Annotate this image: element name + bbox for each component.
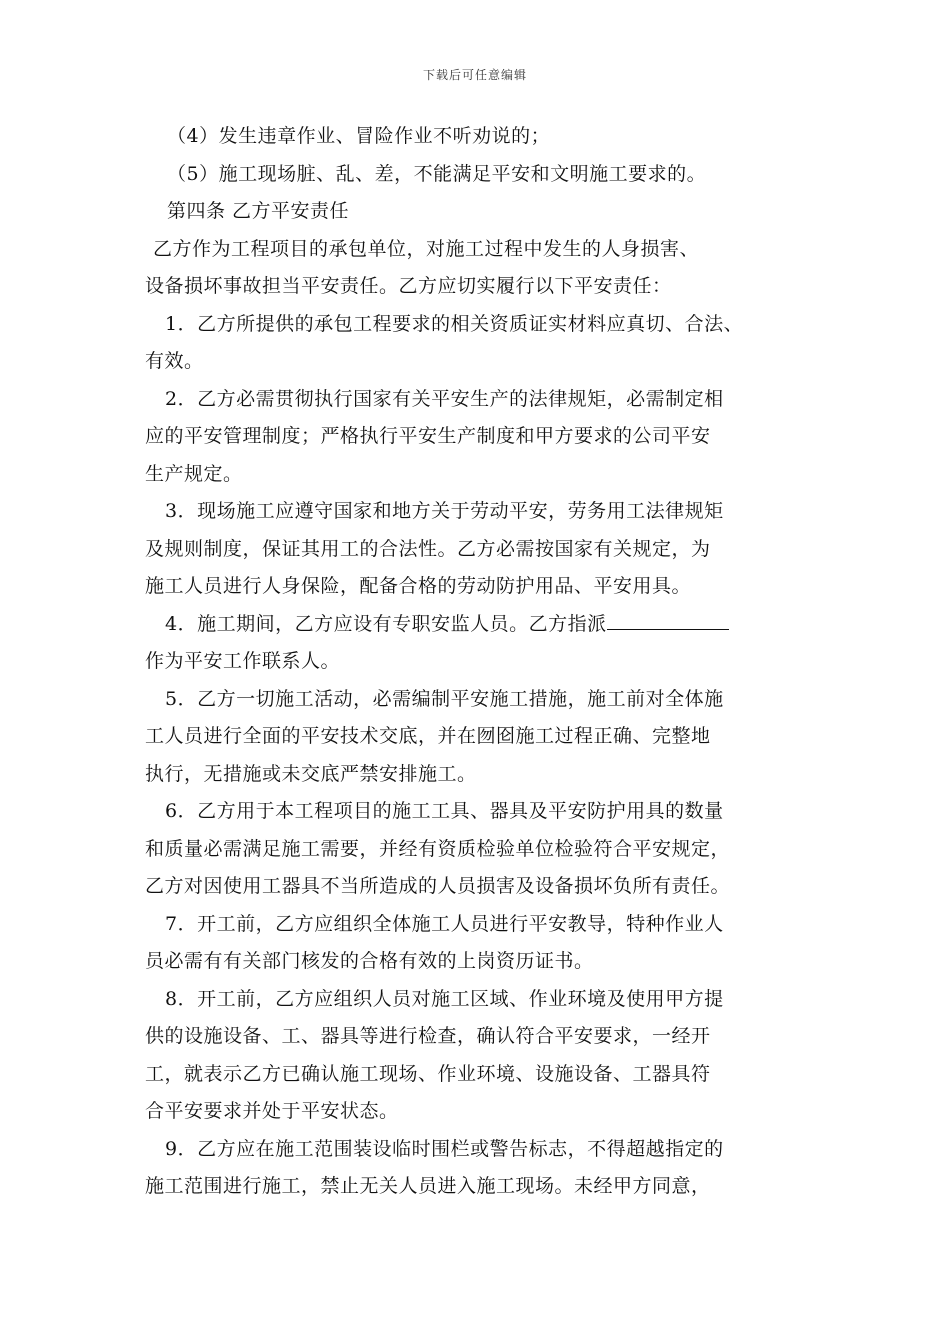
- clause-item-4: （4）发生违章作业、冒险作业不听劝说的；: [167, 125, 551, 147]
- item-9-line-1: 9．乙方应在施工范围装设临时围栏或警告标志，不得超越指定的: [165, 1137, 724, 1160]
- item-8-line-4: 合平安要求并处于平安状态。: [145, 1100, 399, 1122]
- item-3-line-2: 及规则制度，保证其用工的合法性。乙方必需按国家有关规定，为: [145, 537, 711, 560]
- item-4-text: 4．施工期间，乙方应设有专职安监人员。乙方指派: [165, 612, 607, 635]
- item-3-line-1: 3．现场施工应遵守国家和地方关于劳动平安，劳务用工法律规矩: [165, 500, 724, 522]
- item-2-line-2: 应的平安管理制度；严格执行平安生产制度和甲方要求的公司平安: [145, 425, 711, 447]
- item-9-line-2: 施工范围进行施工，禁止无关人员进入施工现场。未经甲方同意，: [145, 1175, 711, 1197]
- item-5-line-3: 执行，无措施或未交底严禁安排施工。: [145, 762, 477, 785]
- item-5-line-1: 5．乙方一切施工活动，必需编制平安施工措施，施工前对全体施: [165, 687, 724, 710]
- item-2-line-3: 生产规定。: [145, 462, 243, 485]
- item-6-line-2: 和质量必需满足施工需要，并经有资质检验单位检验符合平安规定，: [145, 837, 731, 860]
- article-intro-line-2: 设备损坏事故担当平安责任。乙方应切实履行以下平安责任：: [145, 275, 672, 297]
- item-4-line-2: 作为平安工作联系人。: [145, 650, 341, 672]
- item-6-line-1: 6．乙方用于本工程项目的施工工具、器具及平安防护用具的数量: [165, 800, 724, 822]
- item-6-line-3: 乙方对因使用工器具不当所造成的人员损害及设备损坏负所有责任。: [145, 875, 731, 897]
- clause-item-5: （5）施工现场脏、乱、差，不能满足平安和文明施工要求的。: [167, 162, 707, 185]
- item-1-line-1: 1．乙方所提供的承包工程要求的相关资质证实材料应真切、合法、: [165, 312, 744, 335]
- item-7-line-2: 员必需有有关部门核发的合格有效的上岗资历证书。: [145, 950, 594, 972]
- article-heading: 第四条 乙方平安责任: [167, 200, 350, 222]
- blank-underline: [607, 611, 729, 630]
- item-7-line-1: 7．开工前，乙方应组织全体施工人员进行平安教导，特种作业人: [165, 912, 724, 935]
- item-8-line-3: 工，就表示乙方已确认施工现场、作业环境、设施设备、工器具符: [145, 1062, 711, 1085]
- item-8-line-1: 8．开工前，乙方应组织人员对施工区域、作业环境及使用甲方提: [165, 987, 724, 1010]
- item-1-line-2: 有效。: [145, 350, 204, 372]
- item-8-line-2: 供的设施设备、工、器具等进行检查，确认符合平安要求，一经开: [145, 1025, 711, 1047]
- item-4-line-1: [145, 606, 810, 644]
- item-3-line-3: 施工人员进行人身保险，配备合格的劳动防护用品、平安用具。: [145, 575, 692, 597]
- item-5-line-2: 工人员进行全面的平安技术交底，并在囫囵施工过程正确、完整地: [145, 725, 711, 747]
- document-body: [145, 118, 810, 1206]
- page-header: 下载后可任意编辑: [422, 68, 527, 82]
- article-intro-line-1: 乙方作为工程项目的承包单位，对施工过程中发生的人身损害、: [153, 237, 700, 260]
- item-2-line-1: 2．乙方必需贯彻执行国家有关平安生产的法律规矩，必需制定相: [165, 387, 724, 410]
